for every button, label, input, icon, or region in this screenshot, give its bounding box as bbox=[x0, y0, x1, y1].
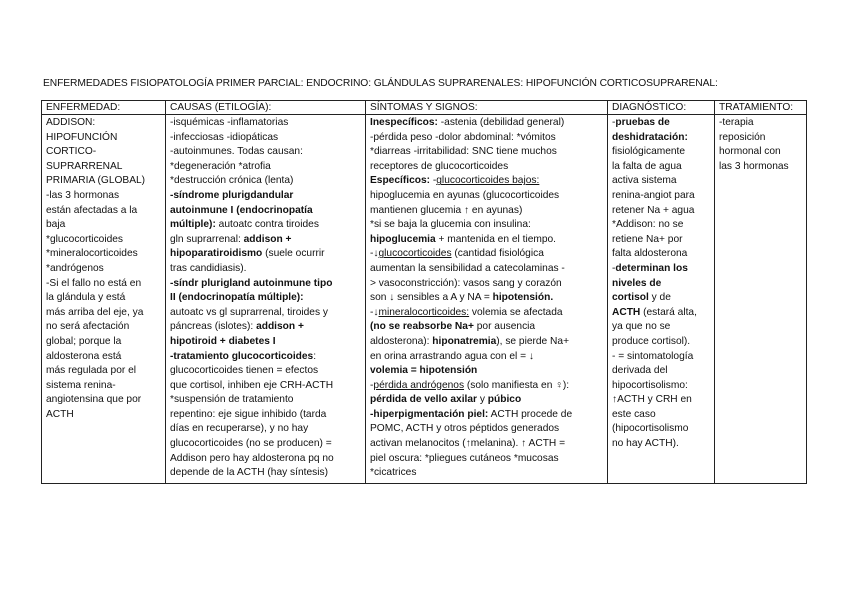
text-segment: tras candidiasis). bbox=[170, 262, 247, 274]
cell-sintomas bbox=[366, 115, 608, 484]
text-segment: aldosterona): bbox=[370, 335, 433, 347]
cell-line bbox=[370, 452, 604, 467]
text-segment: - bbox=[430, 175, 437, 187]
cell-line bbox=[170, 291, 362, 306]
text-segment: sistema renina- bbox=[46, 379, 116, 391]
cell-line bbox=[370, 160, 604, 175]
cell-line bbox=[370, 335, 604, 350]
cell-line bbox=[612, 262, 711, 277]
cell-line bbox=[46, 364, 162, 379]
cell-line bbox=[612, 335, 711, 350]
text-segment: Específicos: bbox=[370, 175, 431, 187]
text-segment: mantienen glucemia ↑ en ayunas) bbox=[370, 204, 523, 216]
cell-line bbox=[612, 408, 711, 423]
cell-line bbox=[46, 174, 162, 189]
text-segment: no será afectación bbox=[46, 321, 130, 333]
text-segment: *degeneración *atrofia bbox=[170, 160, 271, 172]
cell-line bbox=[170, 145, 362, 160]
cell-line bbox=[612, 145, 711, 160]
cell-line bbox=[612, 350, 711, 365]
text-segment: pérdida andrógenos bbox=[373, 379, 465, 391]
text-segment: no hay ACTH). bbox=[612, 438, 679, 450]
cell-line bbox=[170, 306, 362, 321]
cell-line bbox=[370, 437, 604, 452]
text-segment: hipotensión. bbox=[492, 292, 554, 304]
cell-line bbox=[612, 233, 711, 248]
text-segment: niveles de bbox=[612, 277, 662, 289]
cell-line bbox=[612, 189, 711, 204]
cell-line bbox=[370, 306, 604, 321]
text-segment: > vasoconstricción): vasos sang y corazón bbox=[370, 277, 562, 289]
text-segment: que cortisol, inhiben eje CRH-ACTH bbox=[170, 379, 334, 391]
cell-line bbox=[370, 277, 604, 292]
text-segment: ↑ACTH y CRH en bbox=[612, 394, 692, 406]
cell-line bbox=[370, 364, 604, 379]
cell-line bbox=[46, 131, 162, 146]
cell-line bbox=[370, 233, 604, 248]
cell-line bbox=[46, 335, 162, 350]
cell-line bbox=[612, 277, 711, 292]
cell-line bbox=[719, 116, 803, 131]
cell-line bbox=[612, 393, 711, 408]
cell-enfermedad bbox=[42, 115, 166, 484]
text-segment: aumentan la sensibilidad a catecolaminas - bbox=[370, 262, 565, 274]
cell-line bbox=[370, 393, 604, 408]
cell-line bbox=[46, 145, 162, 160]
text-segment: hipoparatiroidismo bbox=[170, 248, 263, 260]
text-segment: hipocortisolismo: bbox=[612, 379, 688, 391]
text-segment: baja bbox=[46, 219, 66, 231]
text-segment: -infecciosas -idiopáticas bbox=[170, 131, 279, 143]
cell-line bbox=[170, 174, 362, 189]
cell-line bbox=[612, 291, 711, 306]
text-segment: (suele ocurrir bbox=[262, 248, 325, 260]
text-segment: ya que no se bbox=[612, 321, 671, 333]
cell-diagnostico bbox=[608, 115, 715, 484]
text-segment: por ausencia bbox=[473, 321, 536, 333]
cell-line bbox=[612, 218, 711, 233]
cell-line bbox=[46, 160, 162, 175]
text-segment: POMC, ACTH y otros péptidos generados bbox=[370, 423, 560, 435]
cell-line bbox=[170, 116, 362, 131]
text-segment: glucocorticoides tienen = efectos bbox=[170, 365, 319, 377]
text-segment: : bbox=[313, 350, 317, 362]
text-segment: hiponatremia bbox=[432, 335, 497, 347]
cell-tratamiento bbox=[715, 115, 807, 484]
text-segment: más arriba del eje, ya bbox=[46, 306, 144, 318]
cell-line bbox=[170, 422, 362, 437]
text-segment: más regulada por el bbox=[46, 365, 137, 377]
text-segment: (hipocortisolismo bbox=[612, 423, 689, 435]
text-segment: addison + bbox=[256, 321, 304, 333]
cell-line bbox=[170, 233, 362, 248]
text-segment: múltiple): bbox=[170, 219, 216, 231]
cell-line bbox=[170, 218, 362, 233]
cell-line bbox=[170, 189, 362, 204]
text-segment: deshidratación: bbox=[612, 131, 688, 143]
text-segment: - = sintomatología bbox=[612, 350, 694, 362]
text-segment: pérdida de vello axilar bbox=[370, 394, 478, 406]
cell-line bbox=[170, 437, 362, 452]
text-segment: -terapia bbox=[719, 117, 754, 128]
cell-line bbox=[612, 247, 711, 262]
text-segment: días en recuperarse), y no hay bbox=[170, 423, 309, 435]
text-segment: hormonal con bbox=[719, 146, 781, 158]
text-segment: y de bbox=[648, 292, 671, 304]
text-segment: - bbox=[370, 379, 374, 391]
text-segment: falta aldosterona bbox=[612, 248, 688, 260]
text-segment: activan melanocitos (↑melanina). ↑ ACTH = bbox=[370, 438, 566, 450]
text-segment: mineralocorticoides: bbox=[378, 306, 470, 318]
text-segment: púbico bbox=[487, 394, 522, 406]
text-segment: ( bbox=[370, 321, 374, 333]
text-segment: son ↓ sensibles a A y NA = bbox=[370, 292, 493, 304]
text-segment: gln suprarrenal: bbox=[170, 233, 244, 245]
text-segment: Inespecíficos: bbox=[370, 117, 438, 128]
text-segment: pruebas de bbox=[615, 117, 670, 128]
cell-line bbox=[170, 335, 362, 350]
text-segment: -pérdida peso -dolor abdominal: *vómitos bbox=[370, 131, 556, 143]
text-segment: la falta de agua bbox=[612, 160, 682, 172]
cell-line bbox=[170, 350, 362, 365]
text-segment: *suspensión de tratamiento bbox=[170, 394, 294, 406]
cell-line bbox=[612, 364, 711, 379]
text-segment: angiotensina que por bbox=[46, 394, 142, 406]
cell-line bbox=[46, 262, 162, 277]
cell-line bbox=[170, 408, 362, 423]
text-segment: - bbox=[612, 117, 616, 128]
text-segment: -autoinmunes. Todas causan: bbox=[170, 146, 303, 158]
text-segment: retiene Na+ por bbox=[612, 233, 683, 245]
text-segment: -tratamiento glucocorticoides bbox=[170, 350, 314, 362]
cell-line bbox=[170, 204, 362, 219]
table-header-row bbox=[42, 101, 807, 115]
cell-line bbox=[46, 233, 162, 248]
cell-line bbox=[612, 306, 711, 321]
text-segment: - bbox=[612, 262, 616, 274]
cell-line bbox=[170, 131, 362, 146]
cell-line bbox=[612, 160, 711, 175]
text-segment: -síndr plurigland autoinmune tipo bbox=[170, 277, 333, 289]
cell-line bbox=[46, 247, 162, 262]
text-segment: derivada del bbox=[612, 365, 668, 377]
page-title: ENFERMEDADES FISIOPATOLOGÍA PRIMER PARCIAL: ENDOCRINO: GLÁNDULAS SUPRARENALES: HIPOFUNCIÓN CORTICOSUPRARENAL: bbox=[43, 78, 718, 89]
cell-line bbox=[370, 116, 604, 131]
cell-line bbox=[370, 466, 604, 481]
header-tratamiento: TRATAMIENTO: bbox=[715, 101, 807, 115]
text-segment: ACTH bbox=[46, 408, 74, 420]
text-segment: ), se pierde Na+ bbox=[496, 335, 570, 347]
text-segment: activa sistema bbox=[612, 175, 677, 187]
cell-line bbox=[612, 422, 711, 437]
text-segment: addison + bbox=[243, 233, 292, 245]
text-segment: -hiperpigmentación piel: bbox=[370, 408, 489, 420]
text-segment: *diarreas -irritabilidad: SNC tiene muchos bbox=[370, 146, 557, 158]
text-segment: autoatc vs gl suprarrenal, tiroides y bbox=[170, 306, 328, 318]
header-diagnostico: DIAGNÓSTICO: bbox=[608, 101, 715, 115]
cell-line bbox=[370, 408, 604, 423]
text-segment: hipoglucemia bbox=[370, 233, 436, 245]
cell-line bbox=[46, 320, 162, 335]
text-segment: glucocorticoides bbox=[378, 248, 452, 260]
text-segment: glucocorticoides bajos: bbox=[436, 175, 540, 187]
text-segment: no se reabsorbe Na+ bbox=[373, 321, 474, 333]
cell-line bbox=[170, 277, 362, 292]
cell-line bbox=[370, 422, 604, 437]
header-sintomas: SÍNTOMAS Y SIGNOS: bbox=[366, 101, 608, 115]
text-segment: retener Na + agua bbox=[612, 204, 695, 216]
text-segment: receptores de glucocorticoides bbox=[370, 160, 509, 172]
text-segment: Addison pero hay aldosterona pq no bbox=[170, 452, 334, 464]
text-segment: *mineralocorticoides bbox=[46, 248, 138, 260]
text-segment: *si se baja la glucemia con insulina: bbox=[370, 219, 531, 231]
text-segment: la glándula y está bbox=[46, 292, 126, 304]
text-segment: páncreas (islotes): bbox=[170, 321, 257, 333]
text-segment: y bbox=[477, 394, 488, 406]
text-segment: fisiológicamente bbox=[612, 146, 686, 158]
text-segment: HIPOFUNCIÓN bbox=[46, 131, 118, 143]
text-segment: CORTICO- bbox=[46, 146, 97, 158]
text-segment: este caso bbox=[612, 408, 656, 420]
cell-line bbox=[370, 204, 604, 219]
cell-line bbox=[170, 393, 362, 408]
cell-line bbox=[170, 452, 362, 467]
text-segment: autoinmune I (endocrinopatía bbox=[170, 204, 313, 216]
text-segment: reposición bbox=[719, 131, 766, 143]
cell-line bbox=[370, 291, 604, 306]
text-segment: cortisol bbox=[612, 292, 649, 304]
text-segment: ADDISON: bbox=[46, 117, 96, 128]
text-segment: -síndrome plurigdandular bbox=[170, 189, 294, 201]
text-segment: -isquémicas -inflamatorias bbox=[170, 117, 289, 128]
cell-line bbox=[46, 277, 162, 292]
text-segment: ACTH procede de bbox=[488, 408, 573, 420]
text-segment: + mantenida en el tiempo. bbox=[435, 233, 557, 245]
cell-line bbox=[612, 116, 711, 131]
cell-line bbox=[370, 145, 604, 160]
text-segment: *andrógenos bbox=[46, 262, 104, 274]
text-segment: (estará alta, bbox=[640, 306, 697, 318]
text-segment: *Addison: no se bbox=[612, 219, 684, 231]
cell-line bbox=[612, 320, 711, 335]
text-segment: glucocorticoides (no se producen) = bbox=[170, 438, 332, 450]
cell-line bbox=[46, 116, 162, 131]
cell-line bbox=[719, 131, 803, 146]
cell-line bbox=[612, 131, 711, 146]
cell-line bbox=[612, 379, 711, 394]
text-segment: *cicatrices bbox=[370, 467, 417, 479]
cell-line bbox=[170, 160, 362, 175]
cell-line bbox=[370, 218, 604, 233]
cell-line bbox=[170, 247, 362, 262]
cell-line bbox=[370, 379, 604, 394]
cell-line bbox=[719, 160, 803, 175]
cell-line bbox=[46, 204, 162, 219]
cell-line bbox=[370, 174, 604, 189]
cell-line bbox=[170, 364, 362, 379]
text-segment: SUPRARRENAL bbox=[46, 160, 123, 172]
cell-line bbox=[46, 408, 162, 423]
text-segment: PRIMARIA (GLOBAL) bbox=[46, 175, 146, 187]
text-segment: renina-angiot para bbox=[612, 189, 695, 201]
text-segment: (cantidad fisiológica bbox=[451, 248, 544, 260]
cell-line bbox=[370, 262, 604, 277]
cell-line bbox=[612, 174, 711, 189]
text-segment: *glucocorticoides bbox=[46, 233, 124, 245]
text-segment: determinan los bbox=[615, 262, 688, 274]
disease-table bbox=[41, 100, 807, 484]
cell-line bbox=[719, 145, 803, 160]
text-segment: ACTH bbox=[612, 306, 641, 318]
text-segment: volemia se afectada bbox=[469, 306, 563, 318]
text-segment: -astenia (debilidad general) bbox=[437, 117, 565, 128]
cell-line bbox=[370, 247, 604, 262]
cell-line bbox=[46, 189, 162, 204]
cell-line bbox=[170, 262, 362, 277]
text-segment: (solo manifiesta en ♀): bbox=[464, 379, 570, 391]
cell-line bbox=[370, 131, 604, 146]
cell-line bbox=[46, 291, 162, 306]
cell-line bbox=[170, 320, 362, 335]
text-segment: global; porque la bbox=[46, 335, 122, 347]
text-segment: -las 3 hormonas bbox=[46, 189, 120, 201]
text-segment: -↓ bbox=[370, 306, 379, 318]
table-row bbox=[42, 115, 807, 484]
text-segment: hipotiroid + diabetes I bbox=[170, 335, 276, 347]
header-causas: CAUSAS (ETILOGÍA): bbox=[166, 101, 366, 115]
text-segment: piel oscura: *pliegues cutáneos *mucosas bbox=[370, 452, 559, 464]
header-enfermedad: ENFERMEDAD: bbox=[42, 101, 166, 115]
text-segment: -↓ bbox=[370, 248, 379, 260]
cell-causas bbox=[166, 115, 366, 484]
text-segment: *destrucción crónica (lenta) bbox=[170, 175, 294, 187]
cell-line bbox=[46, 379, 162, 394]
text-segment: depende de la ACTH (hay síntesis) bbox=[170, 467, 328, 479]
text-segment: produce cortisol). bbox=[612, 335, 691, 347]
text-segment: II (endocrinopatía múltiple): bbox=[170, 292, 304, 304]
cell-line bbox=[170, 466, 362, 481]
cell-line bbox=[370, 189, 604, 204]
cell-line bbox=[370, 350, 604, 365]
cell-line bbox=[370, 320, 604, 335]
cell-line bbox=[46, 350, 162, 365]
text-segment: repentino: eje sigue inhibido (tarda bbox=[170, 408, 327, 420]
text-segment: las 3 hormonas bbox=[719, 160, 789, 172]
cell-line bbox=[46, 306, 162, 321]
text-segment: -Si el fallo no está en bbox=[46, 277, 142, 289]
text-segment: volemia = hipotensión bbox=[370, 365, 478, 377]
cell-line bbox=[612, 437, 711, 452]
text-segment: autoatc contra tiroides bbox=[215, 219, 319, 231]
cell-line bbox=[170, 379, 362, 394]
cell-line bbox=[612, 204, 711, 219]
text-segment: hipoglucemia en ayunas (glucocorticoides bbox=[370, 189, 560, 201]
text-segment: en orina arrastrando agua con el = ↓ bbox=[370, 350, 534, 362]
cell-line bbox=[46, 218, 162, 233]
text-segment: están afectadas a la bbox=[46, 204, 138, 216]
text-segment: aldosterona está bbox=[46, 350, 122, 362]
cell-line bbox=[46, 393, 162, 408]
